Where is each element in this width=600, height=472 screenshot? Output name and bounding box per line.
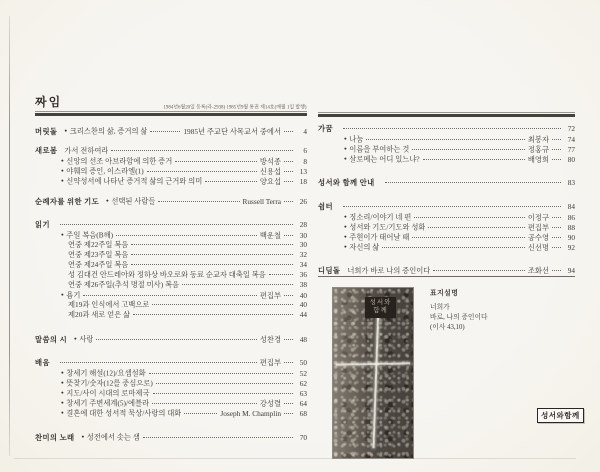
toc-entry-title: ● 창세기 해설(12)/요셉설화 [61,368,146,379]
toc-entry-author: 백운철 [259,230,281,240]
publisher-corner-label: 성서와함께 [537,408,584,423]
dot-leader [153,393,294,394]
toc-entry-page: 8 [303,156,307,166]
dot-leader [131,244,293,245]
masthead-rule-right [318,112,575,118]
cover-caption-line: (이사 43,10) [430,324,465,331]
toc-row [35,146,307,156]
toc-entry-page: 52 [299,368,307,378]
dot-leader [131,254,293,255]
dot-leader [156,383,293,384]
toc-row [35,166,307,176]
toc-entry-author: 편집부 [259,358,281,367]
toc-section-label: 디딤돌 [318,266,341,275]
page-edge-line [9,16,10,456]
toc-entry-author: 조화선 [527,266,549,275]
registration-info: 1984년6월20일 등록(라-2938) 1985년9월 통권 제14호(매월 1일 발행) [163,105,307,110]
dot-leader [343,128,561,129]
toc-entry-page: 62 [299,378,307,388]
toc-left-column [35,95,307,442]
toc-entry-title: ● 나눔 [344,134,363,145]
toc-entry-page: 88 [567,222,575,232]
toc-section-label: 새로봄 [35,146,58,155]
toc-entry-title: ● 성전에서 솟는 샘 [81,432,139,443]
toc-row [318,178,575,188]
cover-caption-line: 너희가 [430,304,450,311]
toc-row [35,432,307,442]
toc-right-column [318,95,575,276]
toc-section-label: 성서와 함께 안내 [318,178,375,187]
toc-row [35,334,307,344]
toc-row [35,260,307,270]
toc-row [318,212,575,222]
toc-section-label: 쉼터 [318,202,333,211]
dot-leader [131,264,293,265]
dot-leader [423,159,525,160]
toc-row [35,408,307,418]
toc-row [35,310,307,320]
toc-entry-page: 26 [299,196,307,206]
toc-row [35,398,307,408]
masthead-rule [35,111,307,117]
toc-row [318,242,575,252]
toc-entry-title: ● 살로메는 어디 있느냐? [344,154,420,165]
toc-entry-page: 28 [299,220,307,229]
toc-row [318,134,575,144]
toc-entry-page: 30 [299,240,307,249]
toc-entry-title: 연중 제24주일 복음 [68,260,129,269]
toc-row [318,232,575,242]
toc-entry-page: 4 [303,126,307,136]
toc-entry-page: 30 [299,230,307,240]
toc-entry-page: 90 [567,232,575,242]
cover-thumbnail [333,288,413,458]
dot-leader [552,270,561,271]
toc-entry-page: 13 [299,166,307,176]
dot-leader [552,149,561,150]
toc-section-label: 가꿈 [318,124,333,133]
toc-entry-title: ● 이름을 부여하는 것 [344,144,409,155]
cover-logo [365,297,396,318]
dot-leader [552,139,561,140]
dot-leader [552,237,561,238]
dot-leader [284,235,293,236]
toc-entry-title: ● 징소리/이야기 네 편 [344,212,411,223]
cover-caption-title: 표지설명 [430,290,459,297]
toc-entry-page: 34 [299,260,307,269]
dot-leader [552,159,561,160]
dot-leader [83,295,256,296]
toc-entry-page: 44 [299,310,307,319]
dot-leader [284,201,293,202]
toc-entry-title: ● 주일 복음(B해) [61,230,113,241]
toc-section-label: 말씀의 시 [35,334,68,344]
toc-entry-title: 너희가 바로 나의 증인이다 [347,266,431,275]
dot-leader [552,227,561,228]
toc-row [35,126,307,136]
toc-entry-page: 6 [303,146,307,155]
toc-entry-author: 강성렬 [259,398,281,408]
toc-row [35,196,307,206]
dot-leader [433,270,524,271]
toc-entry-page: 18 [299,176,307,186]
dot-leader [184,413,217,414]
cover-cross-icon [373,305,380,448]
masthead [35,95,307,110]
cover-caption [430,289,488,333]
toc-entry-title: 연중 제22주일 복음 [68,240,129,249]
dot-leader [382,247,525,248]
toc-entry-author: 신선명 [527,242,549,252]
dot-leader [269,274,293,275]
dot-leader [428,227,524,228]
dot-leader [284,181,293,182]
toc-entry-author: 양요섭 [259,176,281,186]
toc-row [318,222,575,232]
toc-entry-author: 배영희 [527,154,549,164]
dot-leader [116,235,257,236]
toc-entry-title: ● 사랑 [74,334,93,345]
dot-leader [111,150,293,151]
toc-entry-title: 가서 전하여라 [64,146,109,155]
dot-leader [175,161,257,162]
toc-row [35,290,307,300]
toc-row [35,280,307,290]
toc-entry-title: ● 창세기 주변세계(5)/에블라 [61,398,149,409]
toc-entry-author: 신용섭 [259,166,281,176]
toc-entry-title: 제19과 인식에서 고백으로 [68,300,150,309]
dot-leader [133,314,293,315]
toc-entry-page: 80 [567,154,575,164]
toc-entry-title: ● 욥기 [61,290,80,301]
toc-row [35,230,307,240]
toc-row [35,358,307,368]
toc-list-left [35,126,307,442]
toc-entry-page: 83 [567,178,575,187]
toc-entry-title: 연중 제23주일 복음 [68,250,129,259]
dot-leader [284,131,293,132]
toc-entry-page: 74 [567,134,575,144]
toc-section-label: 찬미의 노래 [35,432,75,442]
toc-entry-page: 50 [299,358,307,367]
cover-logo-line2: 함께 [373,306,388,314]
dot-leader [96,339,256,340]
toc-section-label: 머릿돌 [35,126,58,136]
toc-entry-author: Russell Terra [242,196,281,206]
toc-entry-title: ● 선택된 사람들 [106,196,155,207]
toc-row [35,156,307,166]
toc-entry-page: 70 [299,432,307,442]
toc-entry-page: 94 [567,266,575,275]
toc-row [35,388,307,398]
toc-entry-page: 40 [299,290,307,300]
toc-row [35,240,307,250]
toc-entry-title: 제20과 새로 얻은 삶 [68,310,131,319]
toc-entry-page: 32 [299,250,307,259]
dot-leader [158,201,239,202]
toc-row [35,270,307,280]
dot-leader [284,339,293,340]
dot-leader [284,171,293,172]
toc-entry-page: 63 [299,388,307,398]
cover-caption-lines [430,303,488,333]
toc-row [318,124,575,134]
toc-entry-author: Joseph M. Champlin [220,408,281,418]
toc-section-label: 순례자를 위한 기도 [35,196,100,206]
toc-entry-author: 1985년 주교단 사목교서 중에서 [183,126,281,136]
dot-leader [60,362,257,363]
dot-leader [149,373,293,374]
dot-leader [412,149,525,150]
toc-entry-title: 연중 제26주일(추석 명절 미사) 복음 [68,280,180,289]
toc-row [35,378,307,388]
toc-entry-page: 38 [299,280,307,289]
toc-entry-title: ● 지도/사이 시대의 로마제국 [61,388,150,399]
toc-row [318,266,575,276]
toc-entry-author: 편집부 [259,290,281,300]
dot-leader [152,304,293,305]
toc-entry-page: 72 [567,124,575,133]
dot-leader [284,161,293,162]
dot-leader [552,247,561,248]
toc-entry-page: 84 [567,202,575,211]
toc-entry-title: ● 야훼의 증인, 이스라엘(1) [61,166,144,177]
dot-leader [284,403,293,404]
dot-leader [143,437,293,438]
toc-row [318,202,575,212]
toc-entry-page: 64 [299,398,307,408]
dot-leader [412,237,525,238]
dot-leader [343,206,561,207]
toc-entry-title: ● 자신의 삶 [344,242,379,253]
toc-entry-title: ● 뜻찾기/숫자(12를 중심으로) [61,378,153,389]
dot-leader [385,182,561,183]
dot-leader [147,171,257,172]
toc-row [35,300,307,310]
toc-entry-title: ● 성서와 기도/기도와 성화 [344,222,425,233]
toc-row [35,220,307,230]
toc-row [318,144,575,154]
toc-entry-title: ● 신약성서에 나타난 증거적 삶의 근거와 의미 [61,176,202,187]
toc-entry-author: 성찬경 [259,334,281,344]
cover-section-divider [318,276,575,277]
page-edge-shadow [14,458,576,459]
toc-row [35,176,307,186]
toc-entry-title: ● 결혼에 대한 성서적 묵상/사랑의 대화 [61,408,181,419]
toc-entry-author: 최봉자 [527,134,549,144]
dot-leader [366,139,524,140]
toc-section-label: 배움 [35,358,50,367]
toc-entry-page: 68 [299,408,307,418]
cover-caption-line: 바로, 나의 증인이다 [430,314,488,321]
dot-leader [284,362,293,363]
toc-entry-author: 정홍규 [527,144,549,154]
toc-entry-title: ● 주현이가 태어날 때 [344,232,409,243]
toc-entry-title: 성 김대건 안드레아와 정하상 바오로와 동료 순교자 대축일 복음 [68,270,266,279]
dot-leader [182,284,293,285]
toc-entry-page: 48 [299,334,307,344]
toc-entry-author: 공수영 [527,232,549,242]
dot-leader [284,295,293,296]
toc-entry-page: 92 [567,242,575,252]
dot-leader [284,413,293,414]
toc-entry-page: 77 [567,144,575,154]
dot-leader [150,131,180,132]
dot-leader [552,217,561,218]
dot-leader [60,224,293,225]
toc-entry-title: ● 크리스찬의 삶, 증거의 삶 [64,126,147,137]
toc-row [35,250,307,260]
toc-entry-page: 86 [567,212,575,222]
toc-list-right [318,124,575,276]
cover-cross-icon [336,362,410,365]
toc-row [35,368,307,378]
toc-entry-author: 편집부 [527,222,549,232]
cover-logo-line1: 성서와 [369,298,392,306]
toc-entry-page: 40 [299,300,307,309]
toc-section-label: 읽기 [35,220,50,229]
toc-entry-page: 36 [299,270,307,279]
dot-leader [414,217,524,218]
dot-leader [152,403,257,404]
page-title: 짜임 [35,95,63,109]
toc-entry-author: 이정구 [527,212,549,222]
toc-entry-title: ● 신앙의 선조 아브라함에 의한 증거 [61,156,172,167]
dot-leader [205,181,257,182]
toc-row [318,154,575,164]
toc-entry-author: 방석종 [259,156,281,166]
